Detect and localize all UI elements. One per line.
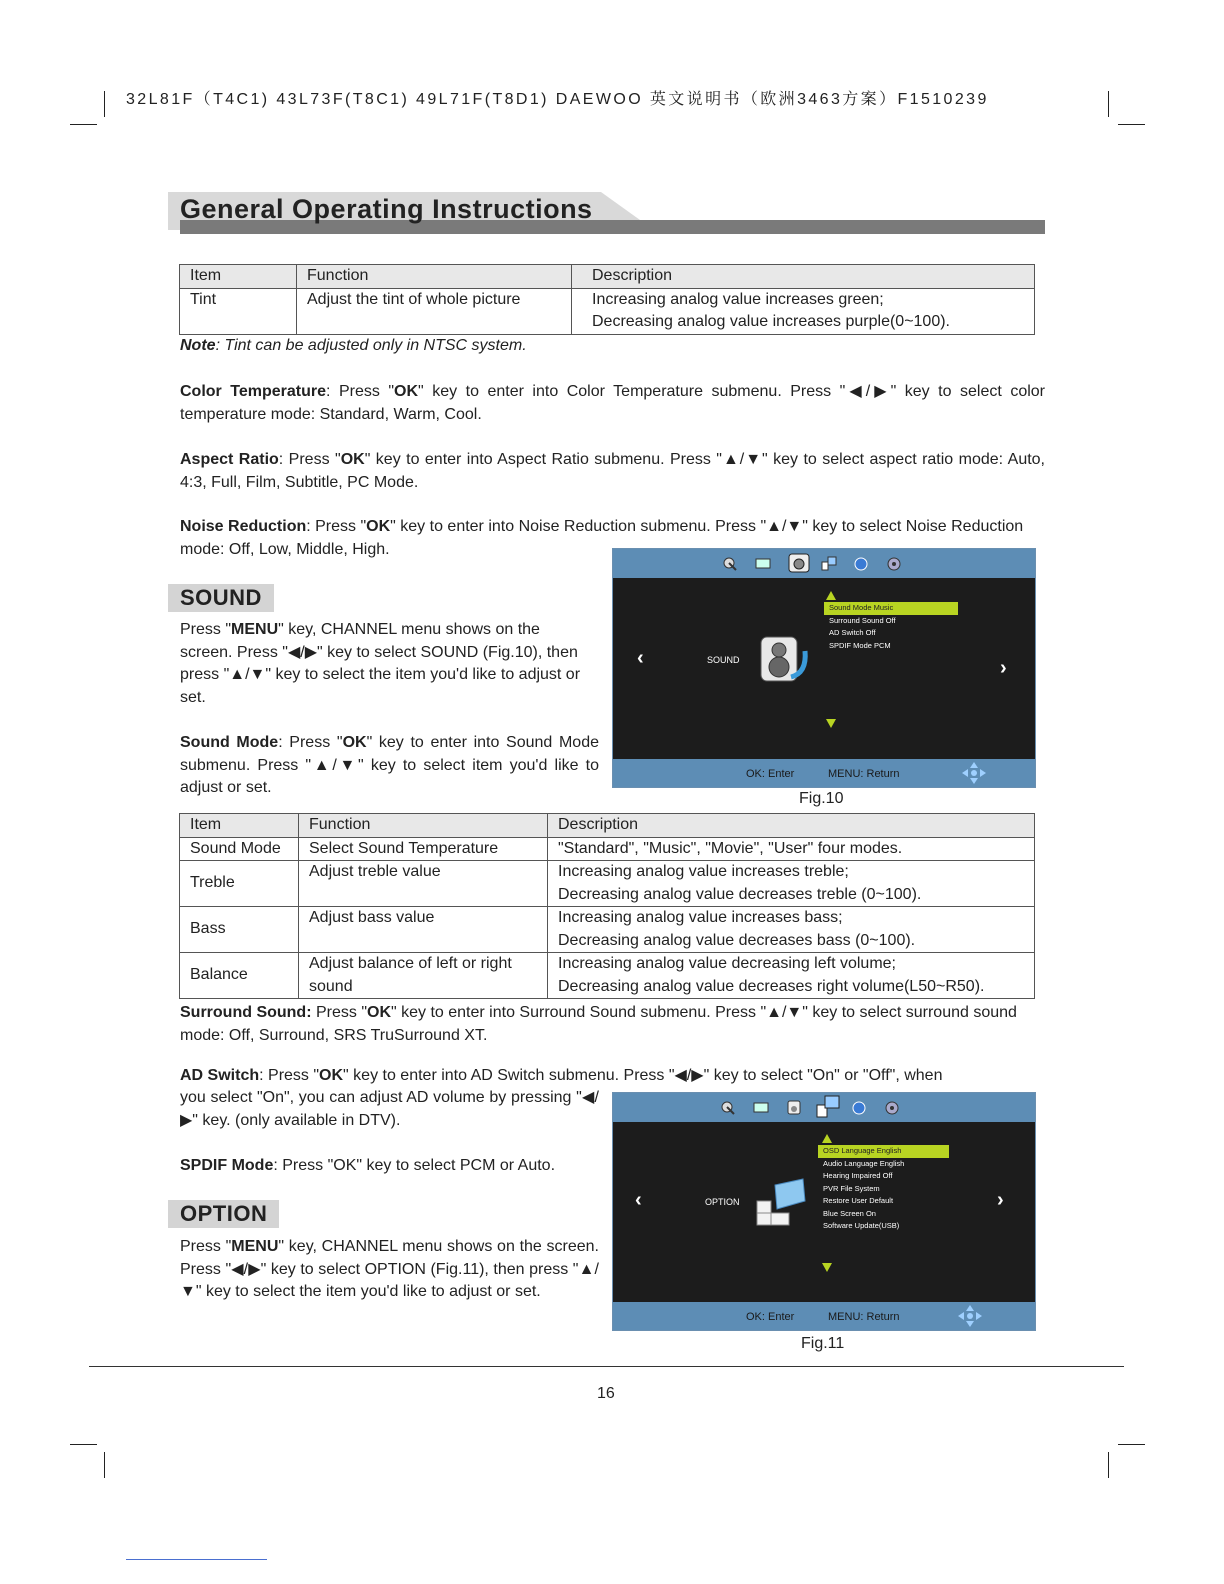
section-title: General Operating Instructions	[180, 194, 593, 224]
option-intro-paragraph: Press "MENU" key, CHANNEL menu shows on the screen. Press "◀/▶" key to select OPTION (Fig.11), then press "▲/▼" key to select the item you'd like to adjust or set.	[180, 1238, 599, 1300]
satellite-icon	[723, 556, 739, 571]
cell-item: Balance	[180, 953, 299, 999]
cell-function: Adjust bass value	[299, 907, 548, 953]
crop-mark	[70, 1444, 97, 1445]
noise-reduction-paragraph: Noise Reduction: Press "OK" key to enter into Noise Reduction submenu. Press "▲/▼" key to select Noise Reduction mode: Off, Low, Middle, High.	[180, 518, 1024, 558]
cell-item: Tint	[180, 288, 297, 334]
footer-divider	[89, 1366, 1124, 1367]
navigation-pad-icon	[957, 1304, 983, 1328]
menu-item[interactable]: OSD Language English	[818, 1145, 949, 1158]
option-blocks-icon	[753, 1177, 809, 1227]
section-title-banner	[168, 192, 1045, 236]
setup-icon	[886, 556, 902, 571]
menu-category-label: SOUND	[707, 655, 740, 665]
scroll-up-icon	[822, 1134, 832, 1143]
scroll-up-icon	[826, 591, 836, 600]
cell-description: Increasing analog value decreasing left volume; Decreasing analog value decreases right volume(L50~R50).	[548, 953, 1035, 999]
navigation-pad-icon	[961, 761, 987, 785]
menu-item[interactable]: PVR File System	[823, 1183, 880, 1193]
ok-enter-hint: OK: Enter	[746, 768, 795, 780]
option-menu-list	[818, 1145, 949, 1233]
figure-caption: Fig.10	[799, 790, 844, 807]
ad-switch-paragraph: AD Switch: Press "OK" key to enter into AD Switch submenu. Press "◀/▶" key to select "On" or "Off", when	[180, 1067, 943, 1084]
ok-enter-hint: OK: Enter	[746, 1311, 795, 1323]
col-header-description: Description	[548, 814, 1035, 838]
menu-left-arrow-icon: ‹	[637, 647, 644, 669]
menu-item[interactable]: Hearing Impaired Off	[823, 1171, 893, 1180]
col-header-item: Item	[180, 814, 299, 838]
option-icon	[821, 556, 837, 571]
sound-table	[179, 813, 1035, 999]
menu-footer	[613, 1302, 1035, 1330]
surround-sound-paragraph: Surround Sound: Press "OK" key to enter into Surround Sound submenu. Press "▲/▼" key to select surround sound mode: Off, Surround, SRS TruSurround XT.	[180, 1004, 1017, 1044]
satellite-icon	[721, 1100, 737, 1115]
cell-function: Adjust the tint of whole picture	[297, 288, 572, 334]
sound-icon	[786, 1100, 802, 1115]
menu-category-label: OPTION	[705, 1197, 740, 1207]
cell-item: Treble	[180, 861, 299, 907]
tint-table	[179, 264, 1035, 335]
crop-mark	[1108, 1452, 1109, 1478]
globe-icon	[853, 556, 869, 571]
table-row	[180, 907, 1035, 953]
menu-item[interactable]: Sound Mode Music	[824, 602, 958, 615]
scroll-down-icon	[822, 1263, 832, 1272]
col-header-function: Function	[297, 265, 572, 289]
menu-right-arrow-icon: ›	[997, 1189, 1004, 1211]
menu-right-arrow-icon: ›	[1000, 657, 1007, 679]
menu-item[interactable]: Software Update(USB)	[823, 1221, 900, 1230]
crop-mark	[1118, 1444, 1145, 1445]
col-header-item: Item	[180, 265, 297, 289]
sound-icon	[787, 553, 811, 573]
speaker-icon	[757, 633, 813, 687]
scroll-down-icon	[826, 719, 836, 728]
tint-note: Note: Tint can be adjusted only in NTSC system.	[180, 337, 527, 354]
crop-mark	[104, 1452, 105, 1478]
crop-mark	[104, 91, 105, 117]
menu-item[interactable]: Surround Sound Off	[829, 615, 896, 625]
sound-heading: SOUND	[168, 584, 274, 612]
picture-icon	[755, 556, 771, 571]
option-menu-screenshot	[612, 1092, 1036, 1331]
table-row	[180, 288, 1035, 334]
cell-function: Adjust treble value	[299, 861, 548, 907]
cell-function: Adjust balance of left or right sound	[299, 953, 548, 999]
aspect-ratio-paragraph: Aspect Ratio: Press "OK" key to enter into Aspect Ratio submenu. Press "▲/▼" key to select aspect ratio mode: Auto, 4:3, Full, Film, Subtitle, PC Mode.	[180, 451, 1046, 491]
color-temperature-paragraph: Color Temperature: Press "OK" key to enter into Color Temperature submenu. Press "◀/▶" key to select color temperature mode: Standard, Warm, Cool.	[180, 383, 1046, 423]
menu-return-hint: MENU: Return	[828, 768, 900, 780]
setup-icon	[884, 1100, 900, 1115]
menu-item[interactable]: Blue Screen On	[823, 1208, 876, 1218]
page-number: 16	[597, 1385, 615, 1402]
menu-item[interactable]: AD Switch Off	[829, 628, 876, 637]
cell-description: Increasing analog value increases treble; Decreasing analog value decreases treble (0~100).	[548, 861, 1035, 907]
cell-item: Sound Mode	[180, 837, 299, 861]
option-icon	[815, 1095, 841, 1119]
col-header-function: Function	[299, 814, 548, 838]
sound-menu-screenshot	[612, 548, 1036, 788]
menu-tab-bar	[613, 549, 1035, 578]
spdif-mode-paragraph: SPDIF Mode: Press "OK" key to select PCM or Auto.	[180, 1157, 556, 1174]
table-row	[180, 837, 1035, 861]
menu-footer	[613, 759, 1035, 787]
picture-icon	[753, 1100, 769, 1115]
cell-description: Increasing analog value increases bass; Decreasing analog value decreases bass (0~100).	[548, 907, 1035, 953]
option-heading: OPTION	[168, 1200, 279, 1228]
menu-return-hint: MENU: Return	[828, 1311, 900, 1323]
cell-function: Select Sound Temperature	[299, 837, 548, 861]
menu-tab-bar	[613, 1093, 1035, 1122]
col-header-description: Description	[572, 265, 1035, 289]
ad-switch-paragraph-cont: you select "On", you can adjust AD volume by pressing "◀/▶" key. (only available in DTV).	[180, 1089, 599, 1129]
sound-mode-paragraph: Sound Mode: Press "OK" key to enter into Sound Mode submenu. Press "▲/▼" key to select item you'd like to adjust or set.	[180, 734, 600, 796]
sound-menu-list	[824, 602, 958, 652]
menu-item[interactable]: SPDIF Mode PCM	[829, 640, 891, 650]
link-underline	[126, 1559, 267, 1560]
sound-intro-paragraph: Press "MENU" key, CHANNEL menu shows on the screen. Press "◀/▶" key to select SOUND (Fig.10), then press "▲/▼" key to select the item you'd like to adjust or set.	[180, 621, 581, 706]
table-row	[180, 953, 1035, 999]
cell-description: Increasing analog value increases green; Decreasing analog value increases purple(0~100).	[572, 288, 1035, 334]
menu-item[interactable]: Restore User Default	[823, 1196, 894, 1205]
crop-mark	[1108, 91, 1109, 117]
figure-caption: Fig.11	[801, 1335, 845, 1352]
menu-left-arrow-icon: ‹	[635, 1189, 642, 1211]
table-row	[180, 861, 1035, 907]
globe-icon	[851, 1100, 867, 1115]
cell-item: Bass	[180, 907, 299, 953]
document-header: 32L81F（T4C1) 43L73F(T8C1) 49L71F(T8D1) DAEWOO 英文说明书（欧洲3463方案）F1510239	[126, 91, 989, 108]
menu-item[interactable]: Audio Language English	[823, 1158, 905, 1168]
cell-description: "Standard", "Music", "Movie", "User" four modes.	[548, 837, 1035, 861]
crop-mark	[70, 124, 97, 125]
crop-mark	[1118, 124, 1145, 125]
